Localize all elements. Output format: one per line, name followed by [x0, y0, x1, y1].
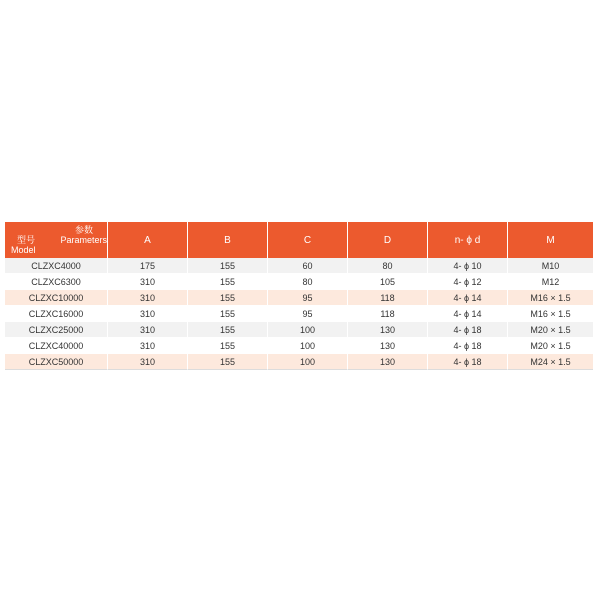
cell-c: 95 [268, 290, 348, 306]
spec-table [5, 222, 593, 370]
cell-model: CLZXC40000 [5, 338, 108, 354]
cell-d: 130 [348, 338, 428, 354]
table-row [5, 274, 593, 290]
table-row [5, 290, 593, 306]
cell-model: CLZXC6300 [5, 274, 108, 290]
cell-d: 80 [348, 258, 428, 274]
cell-d: 105 [348, 274, 428, 290]
column-header-n-phi-d: n- ϕ d [428, 222, 508, 258]
cell-b: 155 [188, 306, 268, 322]
cell-a: 175 [108, 258, 188, 274]
cell-c: 100 [268, 322, 348, 338]
cell-m: M16 × 1.5 [508, 306, 593, 322]
cell-a: 310 [108, 274, 188, 290]
cell-m: M12 [508, 274, 593, 290]
cell-model: CLZXC50000 [5, 354, 108, 370]
cell-a: 310 [108, 322, 188, 338]
cell-b: 155 [188, 354, 268, 370]
cell-n-phi-d: 4- ϕ 14 [428, 290, 508, 306]
corner-model-cn: 型号 [17, 235, 36, 245]
cell-a: 310 [108, 338, 188, 354]
cell-n-phi-d: 4- ϕ 10 [428, 258, 508, 274]
cell-b: 155 [188, 338, 268, 354]
header-row [5, 222, 593, 258]
cell-a: 310 [108, 290, 188, 306]
cell-m: M20 × 1.5 [508, 322, 593, 338]
column-header-m: M [508, 222, 593, 258]
cell-m: M24 × 1.5 [508, 354, 593, 370]
cell-c: 100 [268, 354, 348, 370]
cell-n-phi-d: 4- ϕ 18 [428, 338, 508, 354]
table-row [5, 322, 593, 338]
cell-model: CLZXC16000 [5, 306, 108, 322]
cell-d: 118 [348, 306, 428, 322]
cell-model: CLZXC25000 [5, 322, 108, 338]
cell-model: CLZXC10000 [5, 290, 108, 306]
cell-d: 130 [348, 354, 428, 370]
cell-b: 155 [188, 274, 268, 290]
corner-params-cn: 参数 [74, 225, 93, 235]
cell-c: 80 [268, 274, 348, 290]
corner-model-en: Model [11, 245, 36, 255]
cell-m: M20 × 1.5 [508, 338, 593, 354]
cell-a: 310 [108, 354, 188, 370]
cell-n-phi-d: 4- ϕ 18 [428, 354, 508, 370]
cell-b: 155 [188, 258, 268, 274]
cell-model: CLZXC4000 [5, 258, 108, 274]
table-row [5, 306, 593, 322]
cell-c: 95 [268, 306, 348, 322]
cell-m: M16 × 1.5 [508, 290, 593, 306]
corner-params-en: Parameters [60, 235, 107, 245]
column-header-b: B [188, 222, 268, 258]
cell-b: 155 [188, 322, 268, 338]
cell-m: M10 [508, 258, 593, 274]
cell-n-phi-d: 4- ϕ 18 [428, 322, 508, 338]
cell-b: 155 [188, 290, 268, 306]
column-header-d: D [348, 222, 428, 258]
table-row [5, 338, 593, 354]
cell-c: 60 [268, 258, 348, 274]
corner-header-cell [5, 222, 108, 258]
cell-d: 118 [348, 290, 428, 306]
column-header-a: A [108, 222, 188, 258]
cell-n-phi-d: 4- ϕ 14 [428, 306, 508, 322]
column-header-c: C [268, 222, 348, 258]
cell-d: 130 [348, 322, 428, 338]
cell-a: 310 [108, 306, 188, 322]
table-row [5, 258, 593, 274]
cell-n-phi-d: 4- ϕ 12 [428, 274, 508, 290]
table-row [5, 354, 593, 370]
cell-c: 100 [268, 338, 348, 354]
